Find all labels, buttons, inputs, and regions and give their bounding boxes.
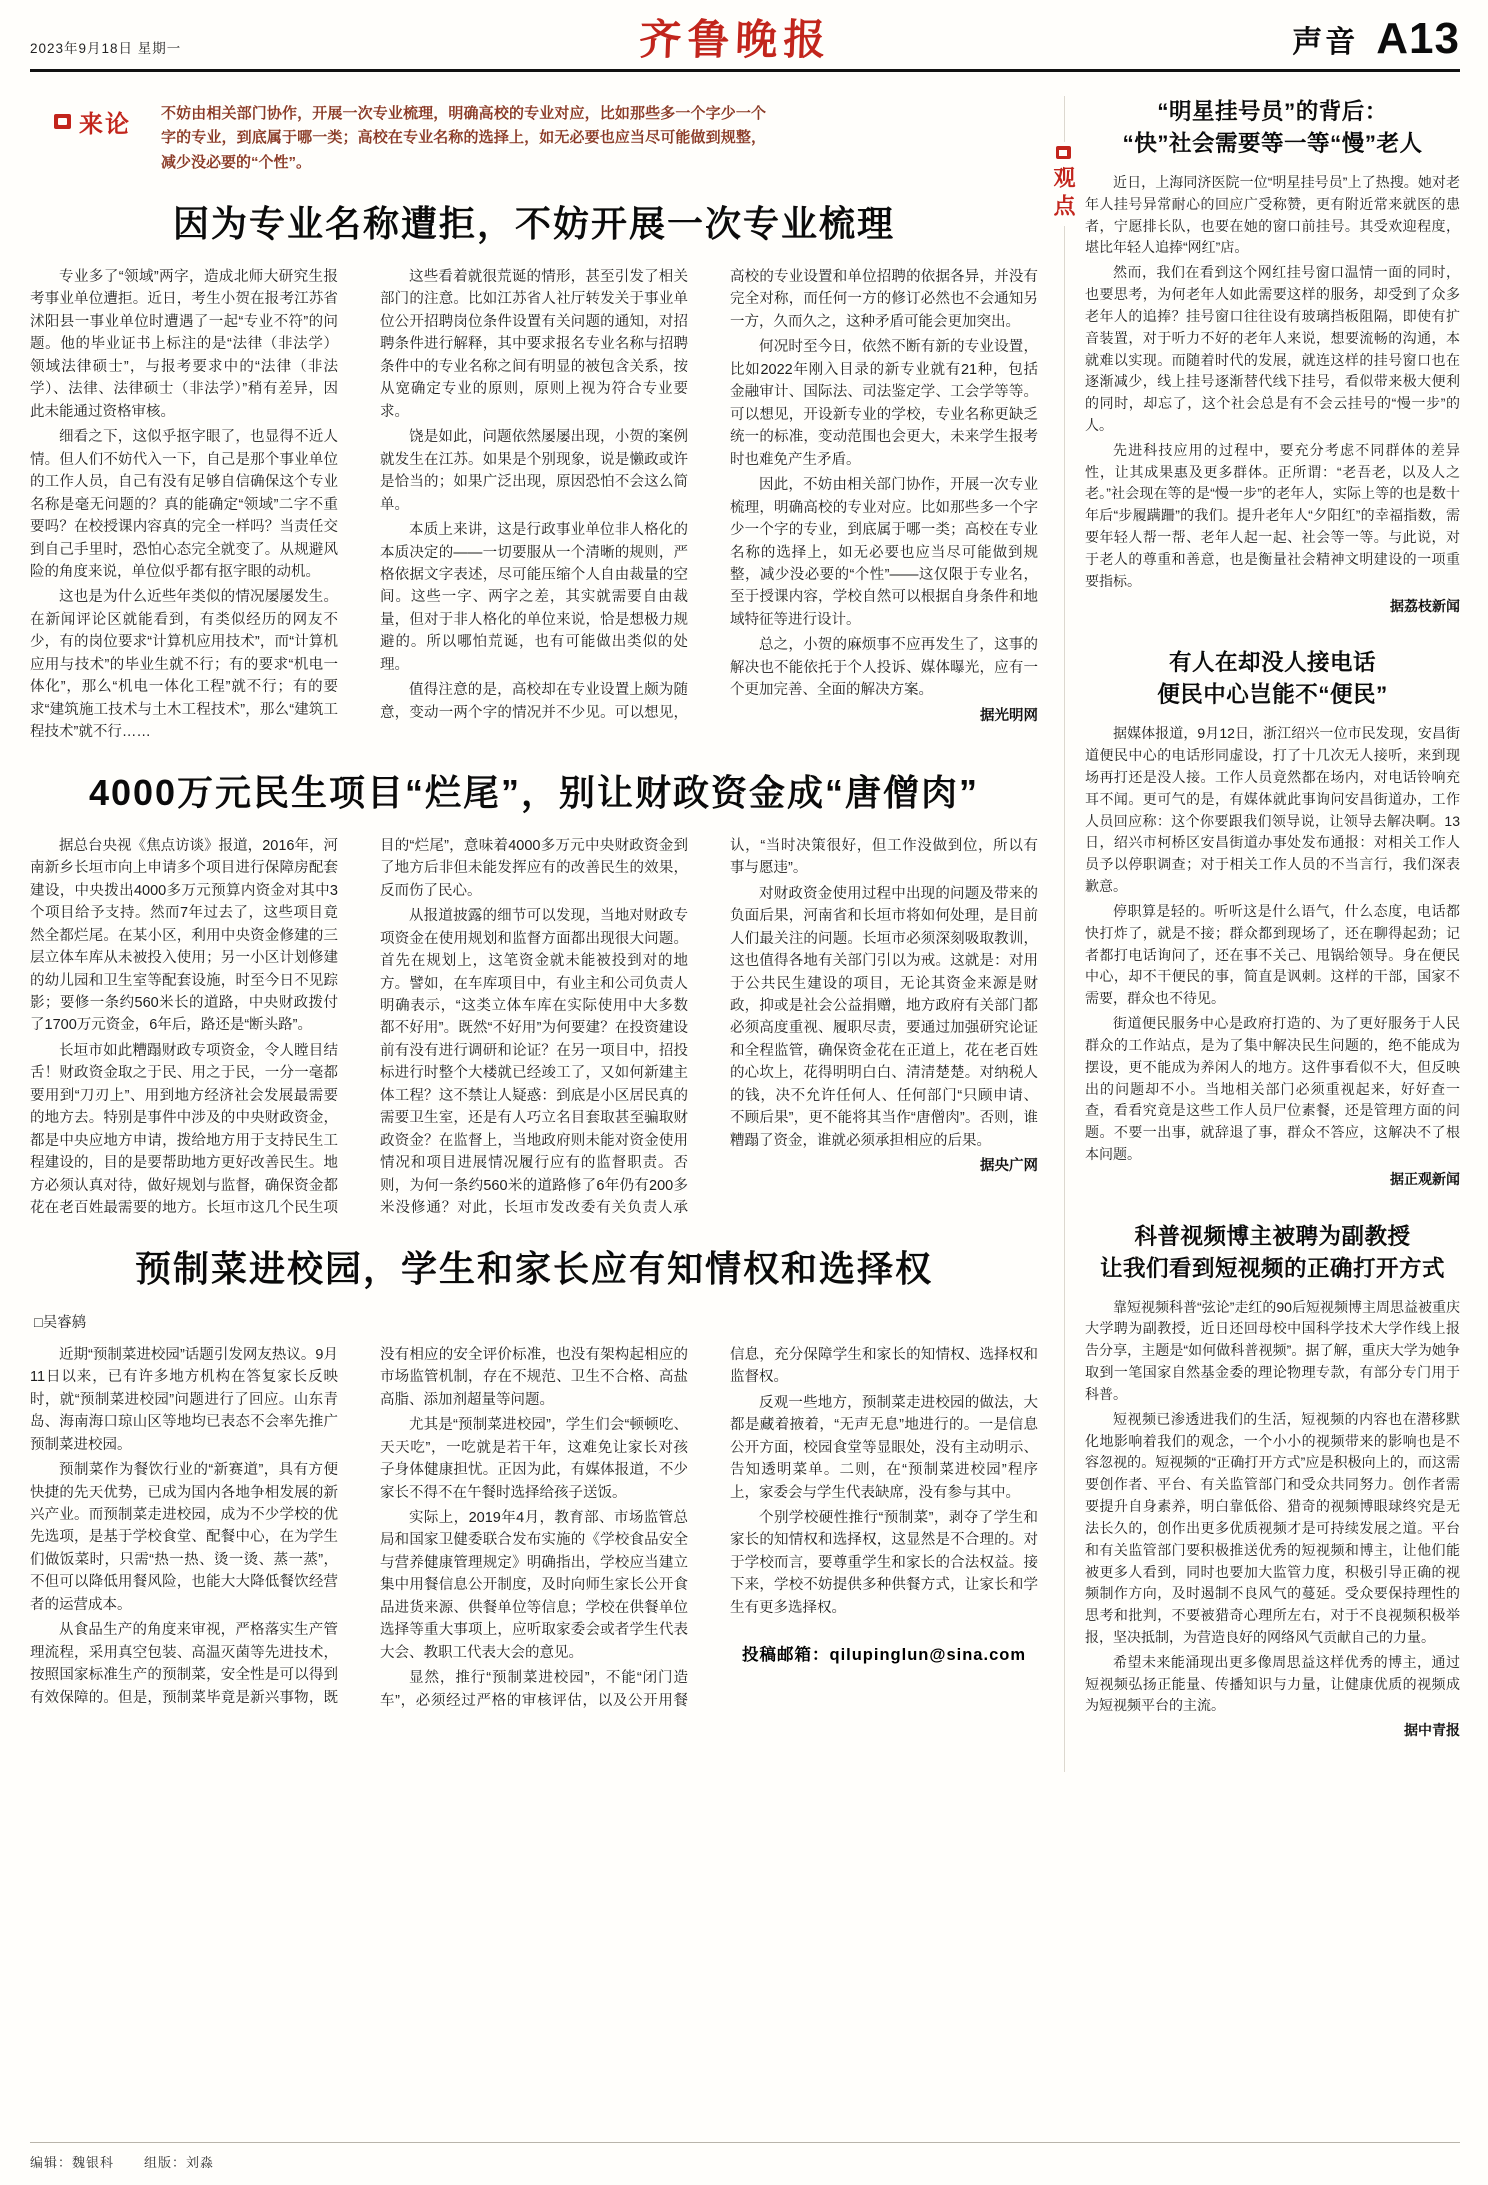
submission-email: 投稿邮箱：qilupinglun@sina.com [741,1646,1026,1665]
paragraph: 从报道披露的细节可以发现，当地对财政专项资金在使用规划和监督方面都出现很大问题。首先在规划上，这笔资金就未能被投到对的地方。譬如，在车库项目中，有业主和公司负责人明确表示，“这类立体车库在实际使用中大多数都不好用”。既然“不好用”为何要建？在投资建设前有没有进行调研和论证？在另一项目中，招投标进行时整个大楼就已经竣工了，又如何新建主体工程？这不禁让人疑惑：到底是小区居民真的需要卫生室，还是有人巧立名目套取甚至骗取财政资金？在监督上，当地政府则未能对资金使用情况和项目进展情况履行应有的监督职责。否则，为何一条约560米的道路修了6年仍有200多米没修通？对此，长垣市发改委有关负责人承认，“当时决策很好，但工作没做到位，所以有事与愿违”。 [380,837,1038,1217]
lailun-intro: 不妨由相关部门协作，开展一次专业梳理，明确高校的专业对应，比如那些多一个字少一个字的专业，到底属于哪一类；高校在专业名称的选择上，如无必要也应当尽可能做到规整，减少没必要的“个性”。 [161,105,766,171]
lailun-label [30,104,131,139]
viewpoint-label-text: 观点 [1051,166,1076,222]
viewpoint-label [1052,142,1074,226]
article-2-source: 据央广网 [980,1158,1038,1175]
article-1-body [30,266,1038,744]
paragraph: 实际上，2019年4月，教育部、市场监管总局和国家卫健委联合发布实施的《学校食品安全与营养健康管理规定》明确指出，学校应当建立集中用餐信息公开制度，及时向师生家长公开食品进货来源、供餐单位等信息；学校在供餐单位选择等重大事项上，应听取家委会或者学生代表大会、教职工代表大会的意见。 [380,1509,688,1661]
paragraph: 希望未来能涌现出更多像周思益这样优秀的博主，通过短视频弘扬正能量、传播知识与力量，让健康优质的视频成为短视频平台的主流。 [1085,1653,1460,1714]
sidebar-article-1-source: 据荔枝新闻 [1390,597,1460,614]
paragraph: 这些看着就很荒诞的情形，甚至引发了相关部门的注意。比如江苏省人社厅转发关于事业单位公开招聘岗位条件设置有关问题的通知，对招聘条件进行解释，其中要求报名专业名称与招聘条件中的专业名称之间有明显的被包含关系，按从宽确定专业的原则，原则上视为符合专业要求。 [380,268,688,420]
paragraph: 停职算是轻的。听听这是什么语气，什么态度，电话都快打炸了，就是不接；群众都到现场了，还在聊得起劲；记者都打电话询问了，还在事不关己、甩锅给领导。身在便民中心，却不干便民的事，简直是讽刺。这样的干部，国家不需要，群众也不待见。 [1085,902,1460,1007]
article-3-headline: 预制菜进校园，学生和家长应有知情权和选择权 [134,1247,933,1289]
lailun-icon [54,114,71,129]
sidebar-article-service-center [1085,647,1460,1190]
newspaper-logo: 齐鲁晚报 [638,15,833,64]
paragraph: 据总台央视《焦点访谈》报道，2016年，河南新乡长垣市向上申请多个项目进行保障房配套建设，中央拨出4000多万元预算内资金对其中3个项目给予支持。然而7年过去了，这些项目竟然全都烂尾。在某小区，利用中央资金修建的三层立体车库从未被投入使用；另一小区计划修建的幼儿园和卫生室等配套设施，时至今日不见踪影；要修一条约560米长的道路，中央财政拨付了1700万元资金，6年后，路还是“断头路”。 [30,837,338,1034]
paragraph: 近日，上海同济医院一位“明星挂号员”上了热搜。她对老年人挂号异常耐心的回应广受称赞，更有附近常来就医的患者，宁愿排长队，也要在她的窗口前挂号。其受欢迎程度，堪比年轻人追捧“网红”店。 [1085,173,1460,256]
sidebar-article-science-video [1085,1221,1460,1742]
paragraph: 对财政资金使用过程中出现的问题及带来的负面后果，河南省和长垣市将如何处理，是目前人们最关注的问题。长垣市必须深刻吸取教训，这也值得各地有关部门引以为戒。这就是：对用于公共民生建设的项目，无论其资金来源是财政，抑或是社会公益捐赠，地方政府有关部门都必须高度重视、履职尽责，要通过加强研究论证和全程监管，确保资金花在正道上，花在老百姓的心坎上，花得明明白白、清清楚楚。对纳税人的钱，决不允许任何人、任何部门“只顾申请、不顾后果”，更不能将其当作“唐僧肉”。否则，谁糟蹋了资金，谁就必须承担相应的后果。 [730,885,1038,1149]
main-column [30,96,1038,1712]
paragraph: 这也是为什么近些年类似的情况屡屡发生。在新闻评论区就能看到，有类似经历的网友不少，有的岗位要求“计算机应用技术”，而“计算机应用与技术”的毕业生就不行；有的要求“机电一体化”，那么“机电一体化工程”就不行；有的要求“建筑施工技术与土木工程技术”，那么“建筑工程技术”就不行…… [30,589,338,741]
lailun-label-text: 来论 [79,111,131,138]
article-1-source: 据光明网 [980,707,1038,724]
paragraph: 从食品生产的角度来审视，严格落实生产管理流程，采用真空包装、高温灭菌等先进技术，按照国家标准生产的预制菜，安全性是可以得到有效保障的。但是，预制菜毕竟是新兴事物，既没有相应的安全评价标准，也没有架构起相应的市场监管机制，存在不规范、卫生不合格、高盐高脂、添加剂超量等问题。 [30,1346,688,1706]
paragraph: 个别学校硬性推行“预制菜”，剥夺了学生和家长的知情权和选择权，这显然是不合理的。对于学校而言，要尊重学生和家长的合法权益。接下来，学校不妨提供多种供餐方式，让家长和学生有更多选择权。 [730,1509,1038,1616]
paragraph: 细看之下，这似乎抠字眼了，也显得不近人情。但人们不妨代入一下，自己是那个事业单位的工作人员，自己有没有足够自信确保这个专业名称是毫无问题的？真的能确定“领域”二字不重要吗？在校授课内容真的完全一样吗？当责任交到自己手里时，恐怕心态完全就变了。从规避风险的角度来说，单位似乎都有抠字眼的动机。 [30,429,338,580]
sidebar-article-registrar [1085,96,1460,617]
paragraph: 值得注意的是，高校却在专业设置上颇为随意，变动一两个字的情况并不少见。可以想见，高校的专业设置和单位招聘的依据各异，并没有完全对称，而任何一方的修订必然也不会通知另一方，久而久之，这种矛盾可能会更加突出。 [380,268,1038,721]
headline-line: 让我们看到短视频的正确打开方式 [1099,1255,1445,1281]
lailun-block [30,102,1038,175]
headline-line: 科普视频博主被聘为副教授 [1134,1223,1411,1249]
headline-line: “快”社会需要等一等“慢”老人 [1122,130,1423,156]
article-prepared-food [30,1246,1038,1713]
sidebar-article-2-source: 据正观新闻 [1390,1170,1460,1187]
paragraph: 长垣市如此糟蹋财政专项资金，令人瞠目结舌！财政资金取之于民、用之于民，一分一毫都要用到“刀刃上”、用到地方经济社会发展最需要的地方去。特别是事件中涉及的中央财政资金，都是中央应地方申请，拨给地方用于支持民生工程建设的，目的是要帮助地方更好改善民生。地方必须认真对待，做好规划与监督，确保资金都花在老百姓最需要的地方。长垣市这几个民生项目的“烂尾”，意味着4000多万元中央财政资金到了地方后非但未能发挥应有的改善民生的效果，反而伤了民心。 [30,837,688,1217]
article-3-author: □吴睿鸫 [34,1314,87,1331]
article-2-headline: 4000万元民生项目“烂尾”，别让财政资金成“唐僧肉” [88,771,980,813]
sidebar-article-3-headline [1085,1221,1460,1285]
paragraph: 先进科技应用的过程中，要充分考虑不同群体的差异性，让其成果惠及更多群体。正所谓：“老吾老，以及人之老。”社会现在等的是“慢一步”的老年人，实际上等的也是数十年后“步履蹒跚”的我们。提升老年人“夕阳红”的幸福指数，需要年轻人帮一帮、老年人起一起、社会等一等。与此说，对于老人的尊重和善意，也是衡量社会精神文明建设的一项重要指标。 [1085,441,1460,589]
sidebar-article-3-source: 据中青报 [1404,1722,1460,1739]
page-footer [30,2142,1460,2171]
content-area [30,96,1460,1772]
masthead-section-block [1292,14,1460,63]
sidebar-article-2-headline [1085,647,1460,711]
paragraph: 显然，推行“预制菜进校园”，不能“闭门造车”，必须经过严格的审核评估，以及公开用餐信息，充分保障学生和家长的知情权、选择权和监督权。 [380,1346,1038,1709]
paragraph: 尤其是“预制菜进校园”，学生们会“顿顿吃、天天吃”，一吃就是若干年，这难免让家长对孩子身体健康担忧。正因为此，有媒体报道，不少家长不得不在午餐时选择给孩子送饭。 [380,1417,688,1501]
paragraph: 近期“预制菜进校园”话题引发网友热议。9月11日以来，已有许多地方机构在答复家长反映时，就“预制菜进校园”问题进行了回应。山东青岛、海南海口琼山区等地均已表态不会率先推广预制菜进校园。 [30,1346,338,1453]
masthead [30,14,1460,72]
headline-line: “明星挂号员”的背后： [1157,99,1388,124]
paragraph: 街道便民服务中心是政府打造的、为了更好服务于人民群众的工作站点，是为了集中解决民生问题的，绝不能成为摆设，更不能成为养闲人的地方。这件事看似不大，但反映出的问题却不小。当地相关部门必须重视起来，好好查一查，看看究竟是这些工作人员尸位素餐，还是管理方面的问题。不要一出事，就辞退了事，群众不答应，这解决不了根本问题。 [1085,1015,1460,1163]
section-name: 声音 [1292,26,1359,59]
footer-editor: 编辑：魏银科 [30,2155,115,2170]
article-2-body [30,835,1038,1220]
paragraph: 靠短视频科普“弦论”走红的90后短视频博主周思益被重庆大学聘为副教授，近日还回母校中国科学技术大学作线上报告分享，主题是“如何做科普视频”。据了解，重庆大学为她争取到一笔国家自然基金委的理论物理专款，有部分专门用于科普。 [1085,1298,1460,1402]
paragraph: 总之，小贺的麻烦事不应再发生了，这事的解决也不能依托于个人投诉、媒体曝光，应有一个更加完善、全面的解决方案。 [730,637,1038,699]
headline-line: 便民中心岂能不“便民” [1157,682,1388,708]
sidebar-article-1-headline [1085,96,1460,160]
paragraph: 因此，不妨由相关部门协作，开展一次专业梳理，明确高校的专业对应。比如那些多一个字少一个字的专业，到底属于哪一类；高校在专业名称的选择上，如无必要也应当尽可能做到规整，减少没必要的“个性”——这仅限于专业名，至于授课内容，学校自然可以根据自身条件和地域特征等进行设计。 [730,477,1038,628]
paragraph: 短视频已渗透进我们的生活，短视频的内容也在潜移默化地影响着我们的观念，一个小小的视频带来的影响也是不容忽视的。短视频的“正确打开方式”应是积极向上的，而这需要创作者、平台、有关监管部门和受众共同努力。创作者需要提升自身素养，明白靠低俗、猎奇的视频博眼球终究是无法长久的，创作出更多优质视频才是可持续发展之道。平台和有关监管部门要积极推送优秀的短视频和博主，让他们能被更多人看到，同时也要加大监管力度，积极引导正确的视频制作方向，及时遏制不良风气的蔓延。受众要保持理性的思考和批判，不要被猎奇心理所左右，对于不良视频积极举报，坚决抵制，为营造良好的网络风气贡献自己的力量。 [1085,1410,1460,1645]
viewpoint-icon [1056,146,1071,159]
paragraph: 据媒体报道，9月12日，浙江绍兴一位市民发现，安昌街道便民中心的电话形同虚设，打了十几次无人接听，来到现场再打还是没人接。工作人员竟然都在场内，对电话铃响充耳不闻。更可气的是，有媒体就此事询问安昌街道办，工作人员回应称：这个你要跟我们领导说，让领导去解决啊。13日，绍兴市柯桥区安昌街道办事处发布通报：对相关工作人员予以停职调查；对于相关工作人员的不当言行，我们深表歉意。 [1085,725,1460,895]
paragraph: 何况时至今日，依然不断有新的专业设置，比如2022年刚入目录的新专业就有21种，包括金融审计、国际法、司法鉴定学、工会学等等。可以想见，开设新专业的学校，专业名称更缺乏统一的标准，变动范围也会更大，未来学生报考时也难免产生矛盾。 [730,339,1038,468]
paragraph: 专业多了“领域”两字，造成北师大研究生报考事业单位遭拒。近日，考生小贺在报考江苏省沭阳县一事业单位时遭遇了一起“专业不符”的问题。他的毕业证书上标注的是“法律（非法学）领域法律硕士”，与报考要求中的“法律（非法学）、法律、法律硕士（非法学）”稍有差异，因此未能通过资格审核。 [30,268,338,420]
paragraph: 本质上来讲，这是行政事业单位非人格化的本质决定的——一切要服从一个清晰的规则，严格依据文字表述，尽可能压缩个人自由裁量的空间。这些一字、两字之差，其实就需要自由裁量，但对于非人格化的单位来说，恰是想极力规避的。所以哪怕荒诞，也有可能做出类似的处理。 [380,522,688,673]
footer-layout: 组版：刘淼 [144,2155,215,2170]
paragraph: 预制菜作为餐饮行业的“新赛道”，具有方便快捷的先天优势，已成为国内各地争相发展的新兴产业。而预制菜走进校园，成为不少学校的优先选项，是基于学校食堂、配餐中心，在为学生们做饭菜时，只需“热一热、烫一烫、蒸一蒸”，不但可以降低用餐风险，也能大大降低餐饮经营者的运营成本。 [30,1462,338,1613]
paragraph: 饶是如此，问题依然屡屡出现，小贺的案例就发生在江苏。如果是个别现象，说是懒政或许是恰当的；如果广泛出现，原因恐怕不会这么简单。 [380,429,688,513]
headline-line: 有人在却没人接电话 [1168,650,1376,676]
paragraph: 然而，我们在看到这个网红挂号窗口温情一面的同时，也要思考，为何老年人如此需要这样的服务，却受到了众多老年人的追捧？挂号窗口往往设有玻璃挡板阻隔，即使有扩音装置，对于听力不好的老年人来说，想要流畅的沟通，本就难以实现。而随着时代的发展，就连这样的挂号窗口也在逐渐减少，线上挂号逐渐替代线下挂号，看似带来极大便利的同时，却忘了，这个社会总是有不会云挂号的“慢一步”的人。 [1085,264,1460,433]
masthead-date: 2023年9月18日 星期一 [30,41,182,56]
paragraph: 反观一些地方，预制菜走进校园的做法，大都是藏着掖着，“无声无息”地进行的。一是信息公开方面，校园食堂等显眼处，没有主动明示、告知透明菜单。二则，在“预制菜进校园”程序上，家委会与学生代表缺席，没有参与其中。 [730,1394,1038,1501]
article-funds-lanwei [30,770,1038,1220]
sidebar-viewpoint [1051,96,1460,1772]
article-1-headline: 因为专业名称遭拒，不妨开展一次专业梳理 [172,202,895,244]
article-3-body [30,1344,1038,1713]
article-major-names [30,201,1038,744]
page-number: A13 [1376,14,1460,63]
